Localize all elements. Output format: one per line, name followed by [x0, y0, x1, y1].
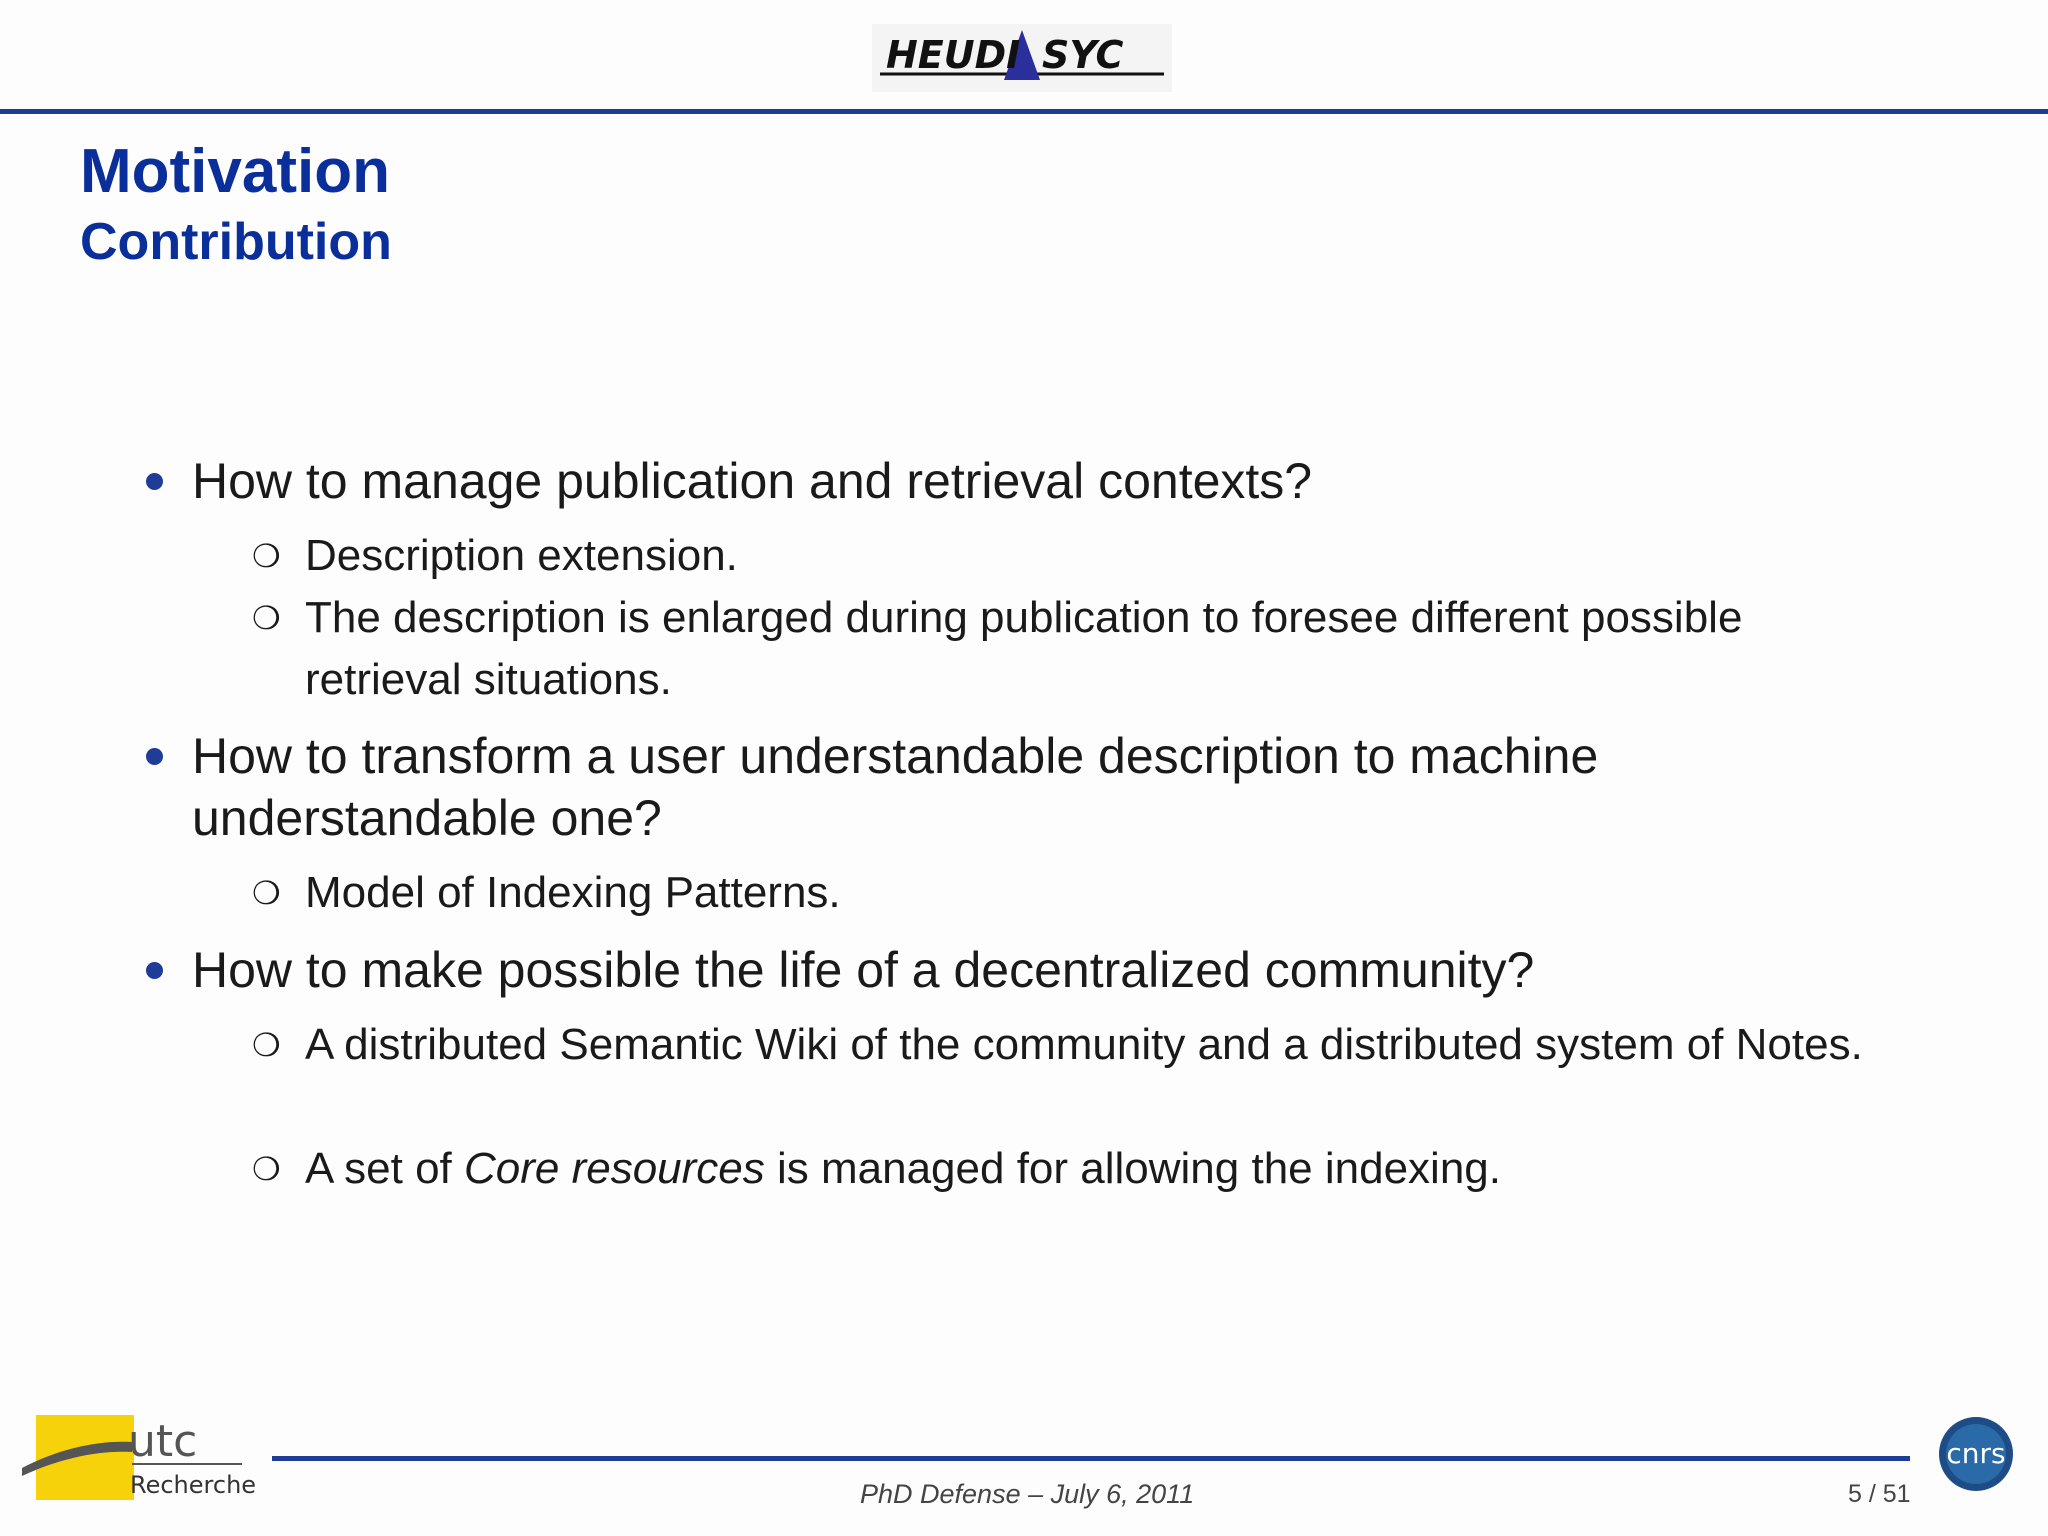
bullet-dot	[146, 962, 163, 979]
footer-event: PhD Defense – July 6, 2011	[860, 1479, 1195, 1509]
sub-item-3-2	[305, 1138, 1905, 1200]
sub-bullet-marker: ❍	[252, 538, 281, 574]
sub-bullet-marker: ❍	[252, 1027, 281, 1063]
sub-bullet-marker: ❍	[252, 875, 281, 911]
sub-item-2-1: Model of Indexing Patterns.	[305, 868, 841, 917]
header-rule	[0, 109, 2048, 114]
slide-subtitle: Contribution	[80, 213, 392, 271]
cnrs-text: cnrs	[1946, 1437, 2006, 1470]
heudiasyc-logo	[872, 24, 1172, 92]
sub-item-3-1: A distributed Semantic Wiki of the community and a distributed system of Notes.	[305, 1020, 1863, 1069]
sub-item-1-1: Description extension.	[305, 531, 738, 580]
bullet-item-2: How to transform a user understandable description to machine understandable one?	[192, 728, 1599, 846]
slide-title: Motivation	[80, 137, 390, 206]
utc-sub-text: Recherche	[130, 1471, 257, 1499]
sub-item-1-2: The description is enlarged during publication to foresee different possible retrieval situations.	[305, 593, 1743, 704]
page-number: 5 / 51	[1848, 1480, 1911, 1508]
bullet-item-1: How to manage publication and retrieval contexts?	[192, 453, 1313, 509]
footer-rule	[272, 1456, 1910, 1461]
sub-item-3-2-after: is managed for allowing the indexing.	[764, 1144, 1501, 1193]
utc-text: utc	[128, 1416, 198, 1467]
total-pages: 51	[1882, 1480, 1911, 1508]
bullet-item-3: How to make possible the life of a decentralized community?	[192, 942, 1535, 998]
svg-text:HEUDI: HEUDI	[886, 33, 1021, 77]
utc-recherche-logo	[20, 1410, 260, 1505]
svg-text:SYC: SYC	[1042, 33, 1124, 77]
core-resources-term: Core resources	[463, 1144, 765, 1193]
cnrs-logo	[1938, 1416, 2014, 1492]
bullet-dot	[146, 473, 163, 490]
sub-bullet-marker: ❍	[252, 600, 281, 636]
sub-item-3-2-before: A set of	[305, 1144, 464, 1193]
sub-bullet-marker: ❍	[252, 1151, 281, 1187]
current-page: 5	[1848, 1480, 1862, 1508]
bullet-dot	[146, 748, 163, 765]
